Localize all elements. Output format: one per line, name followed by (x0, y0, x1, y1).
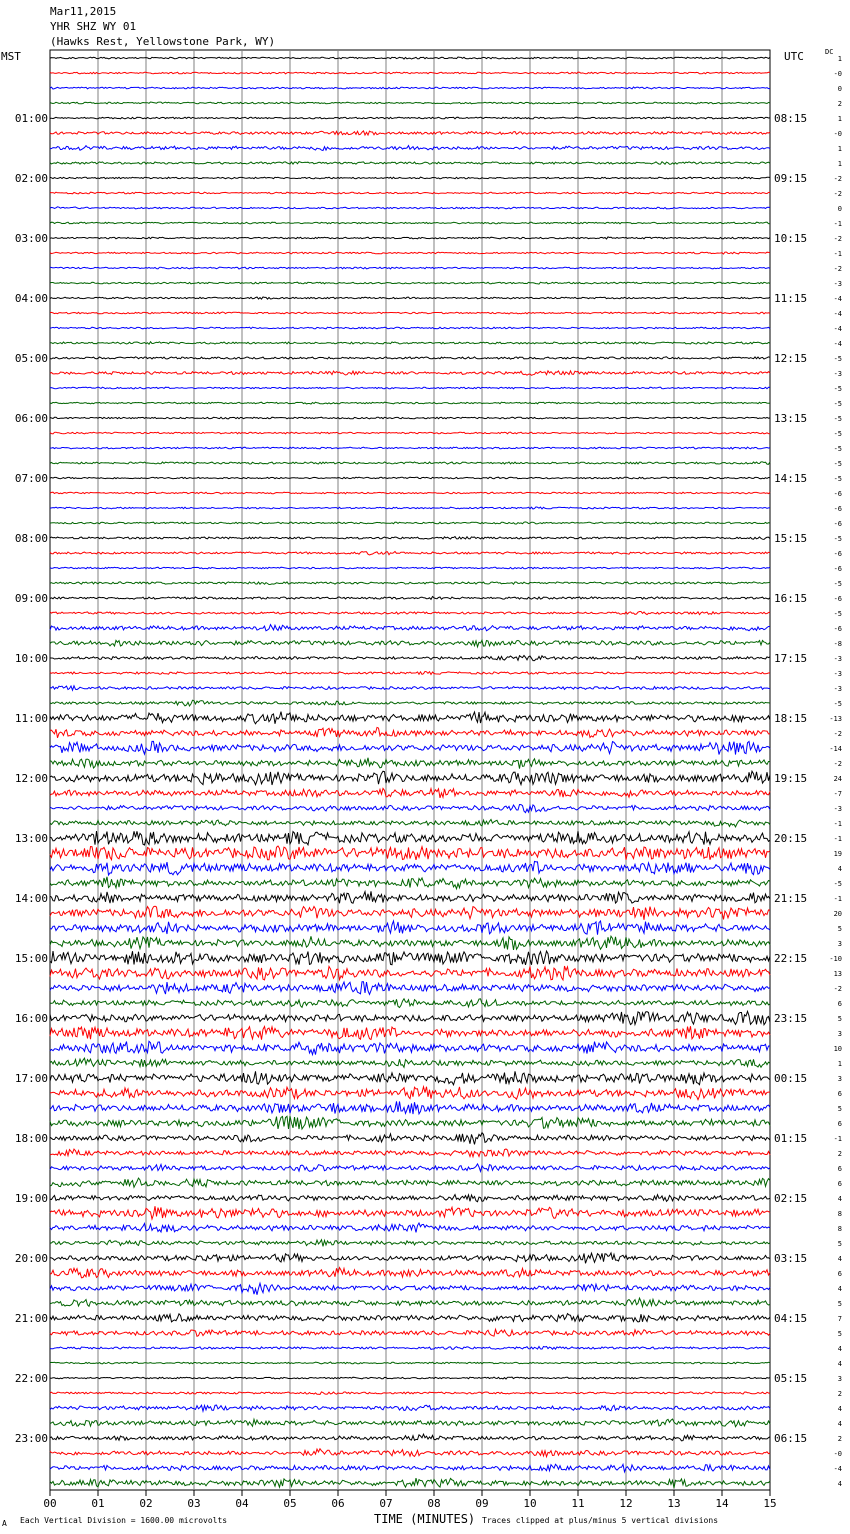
trace-row (50, 788, 770, 798)
trace-row (50, 921, 770, 935)
utc-hour-label: 11:15 (774, 292, 808, 305)
trace-row (50, 146, 770, 151)
dc-offset-label: -3 (833, 685, 842, 693)
x-tick-label: 00 (43, 1497, 57, 1510)
dc-offset-label: 4 (837, 1480, 842, 1488)
footer-mark: A (2, 1519, 7, 1528)
mst-hour-label: 08:00 (14, 532, 48, 545)
dc-offset-label: 3 (837, 1030, 842, 1038)
mst-hour-label: 11:00 (14, 712, 48, 725)
dc-offset-label: -3 (833, 805, 842, 813)
trace-row (50, 1071, 770, 1085)
trace-row (50, 1405, 770, 1411)
trace-row (50, 1206, 770, 1219)
trace-row (50, 597, 770, 600)
utc-hour-label: 20:15 (774, 832, 808, 845)
trace-row (50, 582, 770, 585)
trace-row (50, 982, 770, 995)
trace-row (50, 1283, 770, 1294)
header-date: Mar11,2015 (50, 5, 117, 18)
mst-hour-label: 23:00 (14, 1432, 48, 1445)
dc-offset-label: 5 (837, 1300, 842, 1308)
trace-row (50, 1392, 770, 1395)
trace-row (50, 1347, 770, 1350)
trace-row (50, 831, 770, 845)
mst-hour-label: 14:00 (14, 892, 48, 905)
dc-offset-label: -6 (833, 550, 842, 558)
x-tick-label: 06 (331, 1497, 345, 1510)
trace-row (50, 1178, 770, 1187)
trace-row (50, 522, 770, 524)
trace-row (50, 1058, 770, 1067)
trace-row (50, 87, 770, 89)
trace-row (50, 727, 770, 737)
utc-hour-label: 16:15 (774, 592, 808, 605)
trace-row (50, 1377, 770, 1379)
trace-row (50, 612, 770, 615)
trace-row (50, 342, 770, 345)
mst-hour-label: 15:00 (14, 952, 48, 965)
trace-row (50, 966, 770, 980)
dc-offset-label: 13 (833, 970, 842, 978)
dc-offset-label: 7 (837, 1315, 842, 1323)
dc-offset-label: 4 (837, 1345, 842, 1353)
dc-offset-label: -4 (833, 295, 842, 303)
dc-offset-label: -5 (833, 535, 842, 543)
trace-row (50, 640, 770, 647)
dc-offset-label: -7 (833, 790, 842, 798)
dc-offset-label: 0 (837, 205, 842, 213)
dc-offset-label: -2 (833, 985, 842, 993)
dc-offset-label: -2 (833, 265, 842, 273)
dc-offset-label: 5 (837, 1330, 842, 1338)
dc-offset-label: 8 (837, 1210, 842, 1218)
mst-hour-label: 05:00 (14, 352, 48, 365)
x-tick-label: 05 (283, 1497, 297, 1510)
utc-zone-label: UTC (784, 50, 804, 63)
trace-row (50, 237, 770, 239)
trace-row (50, 891, 770, 903)
trace-row (50, 282, 770, 284)
dc-offset-label: 3 (837, 1075, 842, 1083)
scale-note: Each Vertical Division = 1600.00 microvolts (20, 1516, 228, 1525)
trace-row (50, 102, 770, 104)
dc-offset-label: 4 (837, 1405, 842, 1413)
mst-hour-label: 22:00 (14, 1372, 48, 1385)
trace-row (50, 1362, 770, 1364)
trace-row (50, 507, 770, 509)
trace-row (50, 805, 770, 813)
dc-offset-label: -6 (833, 520, 842, 528)
trace-row (50, 222, 770, 224)
dc-offset-label: -1 (833, 1135, 842, 1143)
trace-row (50, 741, 770, 754)
trace-row (50, 537, 770, 540)
trace-row (50, 1116, 770, 1129)
mst-hour-label: 02:00 (14, 172, 48, 185)
trace-row (50, 1478, 770, 1488)
dc-offset-label: 6 (837, 1270, 842, 1278)
dc-offset-label: 5 (837, 925, 842, 933)
dc-offset-label: -5 (833, 700, 842, 708)
dc-offset-label: 0 (837, 85, 842, 93)
dc-offset-label: -10 (829, 955, 842, 963)
mst-hour-label: 13:00 (14, 832, 48, 845)
trace-row (50, 1464, 770, 1472)
trace-row (50, 625, 770, 631)
dc-offset-label: -6 (833, 505, 842, 513)
x-tick-label: 09 (475, 1497, 489, 1510)
utc-hour-label: 19:15 (774, 772, 808, 785)
trace-row (50, 1195, 770, 1202)
x-axis-title: TIME (MINUTES) (374, 1512, 476, 1526)
mst-hour-label: 18:00 (14, 1132, 48, 1145)
dc-offset-label: -6 (833, 565, 842, 573)
dc-offset-label: -2 (833, 760, 842, 768)
trace-row (50, 1087, 770, 1100)
x-tick-label: 04 (235, 1497, 249, 1510)
dc-offset-label: -5 (833, 580, 842, 588)
utc-hour-label: 09:15 (774, 172, 808, 185)
trace-row (50, 758, 770, 769)
trace-row (50, 1298, 770, 1307)
dc-offset-label: -6 (833, 625, 842, 633)
trace-row (50, 1223, 770, 1232)
mst-hour-label: 20:00 (14, 1252, 48, 1265)
dc-offset-label: -4 (833, 340, 842, 348)
dc-offset-label: 2 (837, 100, 842, 108)
mst-hour-label: 21:00 (14, 1312, 48, 1325)
trace-row (50, 1101, 770, 1114)
trace-row (50, 447, 770, 449)
dc-offset-label: 1 (837, 145, 842, 153)
dc-offset-label: -5 (833, 430, 842, 438)
trace-row (50, 432, 770, 434)
trace-row (50, 297, 770, 299)
dc-offset-label: -1 (833, 895, 842, 903)
dc-offset-label: -14 (829, 745, 842, 753)
dc-offset-label: -0 (833, 1450, 842, 1458)
utc-hour-label: 21:15 (774, 892, 808, 905)
trace-row (50, 57, 770, 59)
utc-hour-label: 02:15 (774, 1192, 808, 1205)
trace-row (50, 1149, 770, 1157)
dc-offset-label: 6 (837, 1120, 842, 1128)
trace-row (50, 192, 770, 194)
dc-offset-label: 1 (837, 160, 842, 168)
dc-offset-label: 8 (837, 1225, 842, 1233)
dc-offset-label: -5 (833, 460, 842, 468)
utc-hour-label: 14:15 (774, 472, 808, 485)
dc-offset-label: 6 (837, 1090, 842, 1098)
utc-hour-label: 01:15 (774, 1132, 808, 1145)
trace-row (50, 1253, 770, 1263)
dc-offset-label: -2 (833, 730, 842, 738)
trace-row (50, 1026, 770, 1040)
trace-row (50, 1329, 770, 1336)
dc-offset-label: 10 (833, 1045, 842, 1053)
dc-offset-label: -0 (833, 130, 842, 138)
trace-row (50, 846, 770, 860)
dc-offset-label: 6 (837, 1180, 842, 1188)
x-tick-label: 13 (667, 1497, 681, 1510)
trace-row (50, 1449, 770, 1457)
utc-hour-label: 15:15 (774, 532, 808, 545)
mst-hour-label: 03:00 (14, 232, 48, 245)
trace-row (50, 252, 770, 254)
x-tick-label: 01 (91, 1497, 105, 1510)
utc-hour-label: 06:15 (774, 1432, 808, 1445)
trace-row (50, 402, 770, 404)
clip-note: Traces clipped at plus/minus 5 vertical divisions (482, 1516, 719, 1525)
dc-offset-label: 5 (837, 1015, 842, 1023)
dc-offset-label: 1 (837, 1060, 842, 1068)
x-tick-label: 12 (619, 1497, 633, 1510)
dc-offset-label: 1 (837, 115, 842, 123)
utc-hour-label: 13:15 (774, 412, 808, 425)
trace-row (50, 1164, 770, 1172)
dc-offset-label: 4 (837, 865, 842, 873)
mst-hour-label: 07:00 (14, 472, 48, 485)
mst-hour-label: 06:00 (14, 412, 48, 425)
dc-offset-label: -0 (833, 70, 842, 78)
trace-row (50, 686, 770, 690)
trace-row (50, 327, 770, 329)
x-tick-label: 07 (379, 1497, 393, 1510)
x-tick-label: 14 (715, 1497, 729, 1510)
trace-row (50, 906, 770, 920)
dc-offset-label: -3 (833, 670, 842, 678)
trace-row (50, 936, 770, 950)
trace-row (50, 861, 770, 875)
trace-row (50, 567, 770, 569)
trace-row (50, 671, 770, 674)
utc-hour-label: 10:15 (774, 232, 808, 245)
trace-row (50, 1240, 770, 1247)
trace-row (50, 387, 770, 389)
utc-hour-label: 22:15 (774, 952, 808, 965)
dc-offset-label: 20 (833, 910, 842, 918)
trace-row (50, 1041, 770, 1054)
dc-label: DC (825, 48, 834, 56)
dc-offset-label: -1 (833, 820, 842, 828)
trace-row (50, 267, 770, 269)
trace-row (50, 477, 770, 479)
trace-row (50, 656, 770, 661)
trace-row (50, 117, 770, 119)
utc-hour-label: 05:15 (774, 1372, 808, 1385)
dc-offset-label: 2 (837, 1435, 842, 1443)
dc-offset-label: -13 (829, 715, 842, 723)
dc-offset-label: 5 (837, 1105, 842, 1113)
mst-hour-label: 09:00 (14, 592, 48, 605)
dc-offset-label: -5 (833, 475, 842, 483)
mst-hour-label: 17:00 (14, 1072, 48, 1085)
trace-row (50, 951, 770, 965)
utc-hour-label: 17:15 (774, 652, 808, 665)
trace-row (50, 312, 770, 314)
dc-offset-label: 4 (837, 1285, 842, 1293)
trace-row (50, 207, 770, 209)
x-tick-label: 08 (427, 1497, 441, 1510)
x-tick-label: 15 (763, 1497, 777, 1510)
mst-hour-label: 19:00 (14, 1192, 48, 1205)
dc-offset-label: -3 (833, 280, 842, 288)
dc-offset-label: 4 (837, 1195, 842, 1203)
mst-hour-label: 12:00 (14, 772, 48, 785)
utc-hour-label: 08:15 (774, 112, 808, 125)
dc-offset-label: 4 (837, 1255, 842, 1263)
utc-hour-label: 04:15 (774, 1312, 808, 1325)
trace-row (50, 1268, 770, 1278)
dc-offset-label: -5 (833, 400, 842, 408)
utc-hour-label: 18:15 (774, 712, 808, 725)
trace-row (50, 462, 770, 464)
dc-offset-label: -4 (833, 1465, 842, 1473)
trace-row (50, 131, 770, 135)
mst-hour-label: 04:00 (14, 292, 48, 305)
trace-row (50, 712, 770, 724)
dc-offset-label: -5 (833, 880, 842, 888)
mst-hour-label: 01:00 (14, 112, 48, 125)
dc-offset-label: 3 (837, 940, 842, 948)
trace-row (50, 417, 770, 419)
trace-row (50, 162, 770, 165)
header-location: (Hawks Rest, Yellowstone Park, WY) (50, 35, 276, 48)
dc-offset-label: -2 (833, 235, 842, 243)
trace-row (50, 552, 770, 556)
dc-offset-label: -5 (833, 415, 842, 423)
trace-row (50, 72, 770, 74)
trace-row (50, 999, 770, 1008)
dc-offset-label: 6 (837, 1000, 842, 1008)
dc-offset-label: 2 (837, 1390, 842, 1398)
trace-row (50, 1314, 770, 1322)
trace-row (50, 1434, 770, 1441)
mst-hour-label: 16:00 (14, 1012, 48, 1025)
x-tick-label: 10 (523, 1497, 537, 1510)
dc-offset-label: -6 (833, 490, 842, 498)
trace-row (50, 357, 770, 359)
x-tick-label: 02 (139, 1497, 153, 1510)
dc-offset-label: -5 (833, 355, 842, 363)
dc-offset-label: 3 (837, 1375, 842, 1383)
trace-row (50, 820, 770, 827)
dc-offset-label: -3 (833, 370, 842, 378)
dc-offset-label: 6 (837, 1165, 842, 1173)
dc-offset-label: -3 (833, 655, 842, 663)
dc-offset-label: 4 (837, 1360, 842, 1368)
dc-offset-label: -6 (833, 595, 842, 603)
trace-row (50, 371, 770, 376)
dc-offset-label: -4 (833, 325, 842, 333)
dc-offset-label: -1 (833, 250, 842, 258)
utc-hour-label: 03:15 (774, 1252, 808, 1265)
dc-offset-label: -1 (833, 220, 842, 228)
utc-hour-label: 00:15 (774, 1072, 808, 1085)
trace-row (50, 877, 770, 889)
dc-offset-label: -5 (833, 385, 842, 393)
dc-offset-label: -8 (833, 640, 842, 648)
dc-offset-label: -5 (833, 610, 842, 618)
x-tick-label: 03 (187, 1497, 201, 1510)
trace-row (50, 1011, 770, 1024)
dc-offset-label: -1 (833, 835, 842, 843)
trace-row (50, 177, 770, 179)
dc-offset-label: -2 (833, 175, 842, 183)
utc-hour-label: 23:15 (774, 1012, 808, 1025)
trace-row (50, 1419, 770, 1427)
dc-offset-label: 5 (837, 1240, 842, 1248)
mst-zone-label: MST (1, 50, 21, 63)
trace-row (50, 492, 770, 494)
dc-offset-label: 4 (837, 1420, 842, 1428)
utc-hour-label: 12:15 (774, 352, 808, 365)
dc-offset-label: -2 (833, 190, 842, 198)
dc-offset-label: 2 (837, 1150, 842, 1158)
dc-offset-label: -4 (833, 310, 842, 318)
dc-offset-label: 19 (833, 850, 842, 858)
mst-hour-label: 10:00 (14, 652, 48, 665)
dc-offset-label: 24 (833, 775, 842, 783)
x-tick-label: 11 (571, 1497, 585, 1510)
trace-row (50, 700, 770, 706)
trace-row (50, 1133, 770, 1145)
trace-row (50, 771, 770, 785)
dc-offset-label: 1 (837, 55, 842, 63)
dc-offset-label: -5 (833, 445, 842, 453)
header-station: YHR SHZ WY 01 (50, 20, 137, 33)
